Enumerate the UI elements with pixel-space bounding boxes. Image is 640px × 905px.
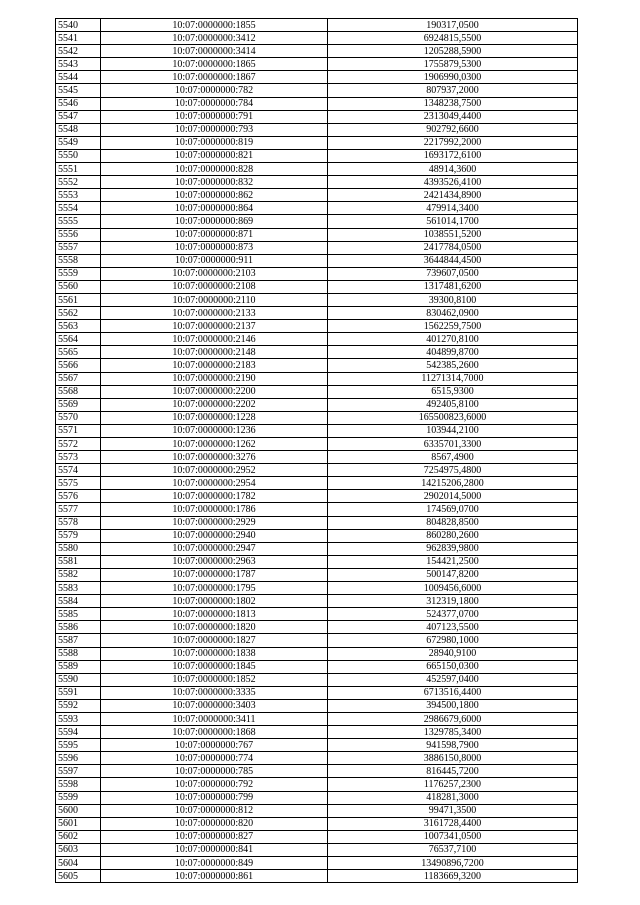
table-row: [56, 830, 578, 843]
value-cell: 2902014,5000: [328, 490, 578, 503]
value-cell: 452597,0400: [328, 673, 578, 686]
row-number-cell: 5604: [56, 857, 101, 870]
cadastral-number-cell: 10:07:0000000:782: [101, 84, 328, 97]
value-cell: 941598,7900: [328, 739, 578, 752]
table-row: [56, 529, 578, 542]
table-row: [56, 699, 578, 712]
row-number-cell: 5603: [56, 843, 101, 856]
value-cell: 165500823,6000: [328, 411, 578, 424]
value-cell: 39300,8100: [328, 293, 578, 306]
row-number-cell: 5602: [56, 830, 101, 843]
cadastral-number-cell: 10:07:0000000:812: [101, 804, 328, 817]
table-row: [56, 32, 578, 45]
value-cell: 13490896,7200: [328, 857, 578, 870]
value-cell: 312319,1800: [328, 595, 578, 608]
value-cell: 2217992,2000: [328, 136, 578, 149]
table-row: [56, 438, 578, 451]
cadastral-number-cell: 10:07:0000000:1787: [101, 568, 328, 581]
table-row: [56, 149, 578, 162]
row-number-cell: 5587: [56, 634, 101, 647]
table-row: [56, 686, 578, 699]
value-cell: 739607,0500: [328, 267, 578, 280]
table-row: [56, 503, 578, 516]
row-number-cell: 5565: [56, 346, 101, 359]
row-number-cell: 5557: [56, 241, 101, 254]
row-number-cell: 5569: [56, 398, 101, 411]
cadastral-number-cell: 10:07:0000000:1852: [101, 673, 328, 686]
row-number-cell: 5580: [56, 542, 101, 555]
cadastral-number-cell: 10:07:0000000:767: [101, 739, 328, 752]
value-cell: 1176257,2300: [328, 778, 578, 791]
table-row: [56, 202, 578, 215]
cadastral-number-cell: 10:07:0000000:2940: [101, 529, 328, 542]
row-number-cell: 5554: [56, 202, 101, 215]
cadastral-number-cell: 10:07:0000000:3403: [101, 699, 328, 712]
table-row: [56, 673, 578, 686]
table-row: [56, 726, 578, 739]
table-row: [56, 163, 578, 176]
cadastral-number-cell: 10:07:0000000:1786: [101, 503, 328, 516]
cadastral-number-cell: 10:07:0000000:792: [101, 778, 328, 791]
value-cell: 1009456,6000: [328, 582, 578, 595]
value-cell: 76537,7100: [328, 843, 578, 856]
cadastral-number-cell: 10:07:0000000:3414: [101, 45, 328, 58]
row-number-cell: 5549: [56, 136, 101, 149]
value-cell: 14215206,2800: [328, 477, 578, 490]
value-cell: 1317481,6200: [328, 280, 578, 293]
value-cell: 11271314,7000: [328, 372, 578, 385]
value-cell: 665150,0300: [328, 660, 578, 673]
table-row: [56, 267, 578, 280]
cadastral-number-cell: 10:07:0000000:2190: [101, 372, 328, 385]
row-number-cell: 5560: [56, 280, 101, 293]
table-row: [56, 176, 578, 189]
cadastral-number-cell: 10:07:0000000:793: [101, 123, 328, 136]
value-cell: 1205288,5900: [328, 45, 578, 58]
table-row: [56, 84, 578, 97]
value-cell: 7254975,4800: [328, 464, 578, 477]
cadastral-number-cell: 10:07:0000000:820: [101, 817, 328, 830]
value-cell: 6515,9300: [328, 385, 578, 398]
table-row: [56, 791, 578, 804]
value-cell: 962839,9800: [328, 542, 578, 555]
value-cell: 561014,1700: [328, 215, 578, 228]
value-cell: 1693172,6100: [328, 149, 578, 162]
table-row: [56, 320, 578, 333]
table-row: [56, 765, 578, 778]
row-number-cell: 5551: [56, 163, 101, 176]
row-number-cell: 5550: [56, 149, 101, 162]
cadastral-number-cell: 10:07:0000000:1827: [101, 634, 328, 647]
cadastral-number-cell: 10:07:0000000:832: [101, 176, 328, 189]
cadastral-number-cell: 10:07:0000000:1865: [101, 58, 328, 71]
row-number-cell: 5597: [56, 765, 101, 778]
table-row: [56, 71, 578, 84]
cadastral-number-cell: 10:07:0000000:2954: [101, 477, 328, 490]
value-cell: 8567,4900: [328, 451, 578, 464]
cadastral-number-cell: 10:07:0000000:785: [101, 765, 328, 778]
row-number-cell: 5576: [56, 490, 101, 503]
table-row: [56, 280, 578, 293]
row-number-cell: 5579: [56, 529, 101, 542]
cadastral-number-cell: 10:07:0000000:1845: [101, 660, 328, 673]
table-row: [56, 123, 578, 136]
table-body: [56, 19, 578, 883]
row-number-cell: 5556: [56, 228, 101, 241]
value-cell: 404899,8700: [328, 346, 578, 359]
value-cell: 1007341,0500: [328, 830, 578, 843]
cadastral-number-cell: 10:07:0000000:828: [101, 163, 328, 176]
row-number-cell: 5567: [56, 372, 101, 385]
cadastral-number-cell: 10:07:0000000:2146: [101, 333, 328, 346]
row-number-cell: 5548: [56, 123, 101, 136]
table-row: [56, 516, 578, 529]
cadastral-number-cell: 10:07:0000000:1868: [101, 726, 328, 739]
cadastral-number-cell: 10:07:0000000:861: [101, 870, 328, 883]
cadastral-number-cell: 10:07:0000000:2133: [101, 307, 328, 320]
table-row: [56, 424, 578, 437]
table-row: [56, 372, 578, 385]
row-number-cell: 5559: [56, 267, 101, 280]
cadastral-number-cell: 10:07:0000000:1782: [101, 490, 328, 503]
table-row: [56, 804, 578, 817]
cadastral-number-cell: 10:07:0000000:2200: [101, 385, 328, 398]
cadastral-number-cell: 10:07:0000000:774: [101, 752, 328, 765]
value-cell: 1183669,3200: [328, 870, 578, 883]
row-number-cell: 5546: [56, 97, 101, 110]
row-number-cell: 5584: [56, 595, 101, 608]
value-cell: 2986679,6000: [328, 712, 578, 725]
value-cell: 401270,8100: [328, 333, 578, 346]
row-number-cell: 5582: [56, 568, 101, 581]
cadastral-number-cell: 10:07:0000000:821: [101, 149, 328, 162]
row-number-cell: 5585: [56, 608, 101, 621]
cadastral-number-cell: 10:07:0000000:3335: [101, 686, 328, 699]
row-number-cell: 5591: [56, 686, 101, 699]
cadastral-number-cell: 10:07:0000000:2202: [101, 398, 328, 411]
row-number-cell: 5599: [56, 791, 101, 804]
value-cell: 1038551,5200: [328, 228, 578, 241]
table-row: [56, 136, 578, 149]
cadastral-number-cell: 10:07:0000000:864: [101, 202, 328, 215]
value-cell: 1562259,7500: [328, 320, 578, 333]
row-number-cell: 5541: [56, 32, 101, 45]
table-row: [56, 58, 578, 71]
row-number-cell: 5575: [56, 477, 101, 490]
table-row: [56, 333, 578, 346]
cadastral-number-cell: 10:07:0000000:1795: [101, 582, 328, 595]
row-number-cell: 5573: [56, 451, 101, 464]
value-cell: 6335701,3300: [328, 438, 578, 451]
row-number-cell: 5581: [56, 555, 101, 568]
cadastral-number-cell: 10:07:0000000:1813: [101, 608, 328, 621]
cadastral-number-cell: 10:07:0000000:784: [101, 97, 328, 110]
table-row: [56, 215, 578, 228]
table-row: [56, 568, 578, 581]
value-cell: 28940,9100: [328, 647, 578, 660]
cadastral-number-cell: 10:07:0000000:2103: [101, 267, 328, 280]
cadastral-number-cell: 10:07:0000000:871: [101, 228, 328, 241]
table-row: [56, 843, 578, 856]
cadastral-number-cell: 10:07:0000000:791: [101, 110, 328, 123]
table-row: [56, 398, 578, 411]
cadastral-number-cell: 10:07:0000000:1820: [101, 621, 328, 634]
table-row: [56, 608, 578, 621]
cadastral-number-cell: 10:07:0000000:873: [101, 241, 328, 254]
row-number-cell: 5570: [56, 411, 101, 424]
cadastral-number-cell: 10:07:0000000:2108: [101, 280, 328, 293]
table-row: [56, 595, 578, 608]
value-cell: 804828,8500: [328, 516, 578, 529]
value-cell: 2417784,0500: [328, 241, 578, 254]
table-row: [56, 385, 578, 398]
row-number-cell: 5545: [56, 84, 101, 97]
row-number-cell: 5596: [56, 752, 101, 765]
value-cell: 1755879,5300: [328, 58, 578, 71]
cadastral-number-cell: 10:07:0000000:2929: [101, 516, 328, 529]
value-cell: 3644844,4500: [328, 254, 578, 267]
table-row: [56, 45, 578, 58]
table-row: [56, 254, 578, 267]
cadastral-number-cell: 10:07:0000000:2952: [101, 464, 328, 477]
table-row: [56, 778, 578, 791]
row-number-cell: 5578: [56, 516, 101, 529]
cadastral-number-cell: 10:07:0000000:2137: [101, 320, 328, 333]
row-number-cell: 5568: [56, 385, 101, 398]
row-number-cell: 5542: [56, 45, 101, 58]
cadastral-number-cell: 10:07:0000000:911: [101, 254, 328, 267]
cadastral-number-cell: 10:07:0000000:3411: [101, 712, 328, 725]
value-cell: 394500,1800: [328, 699, 578, 712]
value-cell: 816445,7200: [328, 765, 578, 778]
value-cell: 1348238,7500: [328, 97, 578, 110]
cadastral-number-cell: 10:07:0000000:2947: [101, 542, 328, 555]
row-number-cell: 5555: [56, 215, 101, 228]
value-cell: 479914,3400: [328, 202, 578, 215]
row-number-cell: 5566: [56, 359, 101, 372]
cadastral-number-cell: 10:07:0000000:1262: [101, 438, 328, 451]
value-cell: 48914,3600: [328, 163, 578, 176]
row-number-cell: 5561: [56, 293, 101, 306]
value-cell: 418281,3000: [328, 791, 578, 804]
value-cell: 860280,2600: [328, 529, 578, 542]
row-number-cell: 5598: [56, 778, 101, 791]
value-cell: 524377,0700: [328, 608, 578, 621]
row-number-cell: 5558: [56, 254, 101, 267]
value-cell: 154421,2500: [328, 555, 578, 568]
table-row: [56, 97, 578, 110]
value-cell: 542385,2600: [328, 359, 578, 372]
row-number-cell: 5589: [56, 660, 101, 673]
table-row: [56, 451, 578, 464]
table-row: [56, 752, 578, 765]
row-number-cell: 5547: [56, 110, 101, 123]
value-cell: 6924815,5500: [328, 32, 578, 45]
value-cell: 492405,8100: [328, 398, 578, 411]
table-row: [56, 19, 578, 32]
table-row: [56, 712, 578, 725]
row-number-cell: 5588: [56, 647, 101, 660]
cadastral-number-cell: 10:07:0000000:1236: [101, 424, 328, 437]
value-cell: 2421434,8900: [328, 189, 578, 202]
row-number-cell: 5592: [56, 699, 101, 712]
row-number-cell: 5562: [56, 307, 101, 320]
table-row: [56, 542, 578, 555]
row-number-cell: 5572: [56, 438, 101, 451]
table-row: [56, 870, 578, 883]
row-number-cell: 5543: [56, 58, 101, 71]
row-number-cell: 5577: [56, 503, 101, 516]
cadastral-number-cell: 10:07:0000000:3412: [101, 32, 328, 45]
cadastral-number-cell: 10:07:0000000:1802: [101, 595, 328, 608]
table-row: [56, 490, 578, 503]
value-cell: 2313049,4400: [328, 110, 578, 123]
value-cell: 3161728,4400: [328, 817, 578, 830]
cadastral-number-cell: 10:07:0000000:849: [101, 857, 328, 870]
table-row: [56, 739, 578, 752]
value-cell: 103944,2100: [328, 424, 578, 437]
data-table: [55, 18, 578, 883]
row-number-cell: 5553: [56, 189, 101, 202]
cadastral-number-cell: 10:07:0000000:819: [101, 136, 328, 149]
value-cell: 6713516,4400: [328, 686, 578, 699]
row-number-cell: 5571: [56, 424, 101, 437]
value-cell: 174569,0700: [328, 503, 578, 516]
row-number-cell: 5563: [56, 320, 101, 333]
row-number-cell: 5601: [56, 817, 101, 830]
table-row: [56, 857, 578, 870]
cadastral-number-cell: 10:07:0000000:2110: [101, 293, 328, 306]
table-row: [56, 647, 578, 660]
value-cell: 1329785,3400: [328, 726, 578, 739]
value-cell: 407123,5500: [328, 621, 578, 634]
value-cell: 99471,3500: [328, 804, 578, 817]
row-number-cell: 5574: [56, 464, 101, 477]
table-row: [56, 411, 578, 424]
value-cell: 902792,6600: [328, 123, 578, 136]
cadastral-number-cell: 10:07:0000000:1228: [101, 411, 328, 424]
table-row: [56, 189, 578, 202]
row-number-cell: 5564: [56, 333, 101, 346]
cadastral-number-cell: 10:07:0000000:2183: [101, 359, 328, 372]
row-number-cell: 5540: [56, 19, 101, 32]
table-row: [56, 582, 578, 595]
row-number-cell: 5552: [56, 176, 101, 189]
cadastral-number-cell: 10:07:0000000:869: [101, 215, 328, 228]
value-cell: 830462,0900: [328, 307, 578, 320]
table-row: [56, 241, 578, 254]
row-number-cell: 5595: [56, 739, 101, 752]
table-row: [56, 621, 578, 634]
table-row: [56, 359, 578, 372]
table-row: [56, 307, 578, 320]
table-row: [56, 660, 578, 673]
value-cell: 3886150,8000: [328, 752, 578, 765]
table-row: [56, 110, 578, 123]
cadastral-number-cell: 10:07:0000000:841: [101, 843, 328, 856]
table-row: [56, 477, 578, 490]
cadastral-number-cell: 10:07:0000000:2963: [101, 555, 328, 568]
value-cell: 190317,0500: [328, 19, 578, 32]
table-row: [56, 293, 578, 306]
cadastral-number-cell: 10:07:0000000:1855: [101, 19, 328, 32]
row-number-cell: 5600: [56, 804, 101, 817]
cadastral-number-cell: 10:07:0000000:1867: [101, 71, 328, 84]
cadastral-number-cell: 10:07:0000000:827: [101, 830, 328, 843]
row-number-cell: 5590: [56, 673, 101, 686]
table-row: [56, 346, 578, 359]
value-cell: 1906990,0300: [328, 71, 578, 84]
cadastral-number-cell: 10:07:0000000:3276: [101, 451, 328, 464]
value-cell: 672980,1000: [328, 634, 578, 647]
table-row: [56, 464, 578, 477]
row-number-cell: 5593: [56, 712, 101, 725]
row-number-cell: 5586: [56, 621, 101, 634]
cadastral-number-cell: 10:07:0000000:1838: [101, 647, 328, 660]
row-number-cell: 5594: [56, 726, 101, 739]
cadastral-number-cell: 10:07:0000000:2148: [101, 346, 328, 359]
value-cell: 4393526,4100: [328, 176, 578, 189]
table-row: [56, 634, 578, 647]
cadastral-number-cell: 10:07:0000000:862: [101, 189, 328, 202]
value-cell: 500147,8200: [328, 568, 578, 581]
row-number-cell: 5605: [56, 870, 101, 883]
table-row: [56, 555, 578, 568]
table-row: [56, 228, 578, 241]
cadastral-number-cell: 10:07:0000000:799: [101, 791, 328, 804]
row-number-cell: 5583: [56, 582, 101, 595]
table-row: [56, 817, 578, 830]
value-cell: 807937,2000: [328, 84, 578, 97]
row-number-cell: 5544: [56, 71, 101, 84]
